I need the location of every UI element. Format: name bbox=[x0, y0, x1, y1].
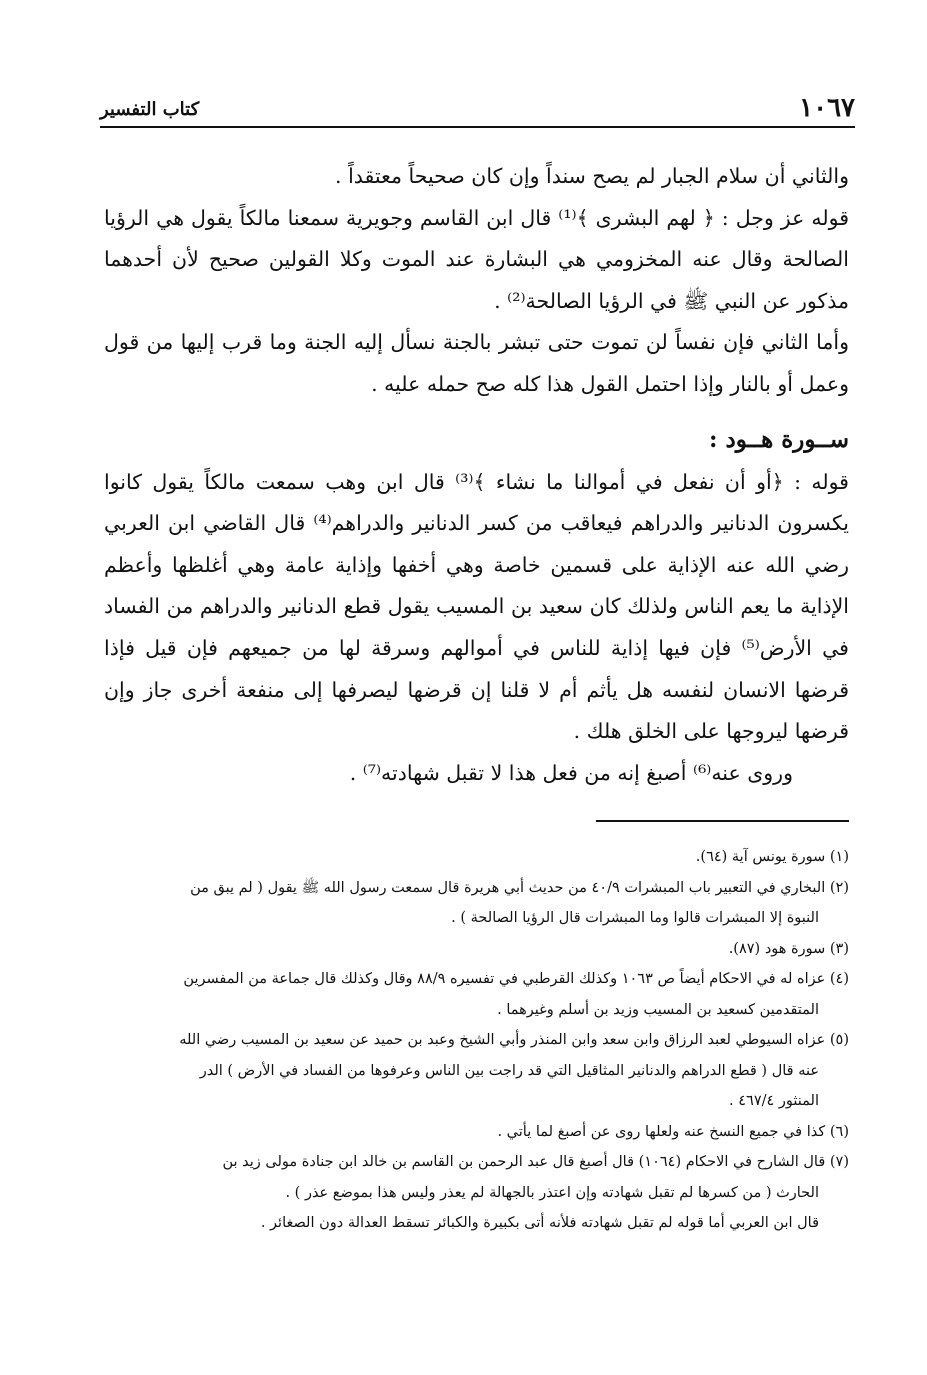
running-title: كتاب التفسير bbox=[100, 99, 200, 120]
footnote-7-continued: الحارث ( من كسرها لم تقبل شهادته وإن اعتذر بالجهالة لم يعذر وليس هذا بموضع عذر ) . bbox=[285, 1184, 819, 1201]
footnote-7: (٧) قال الشارح في الاحكام (١٠٦٤) قال أصبغ قال عبد الرحمن بن القاسم بن خالد ابن جنادة مولى زيد بن bbox=[222, 1154, 849, 1170]
page-header bbox=[100, 92, 855, 128]
footnote-6: (٦) كذا في جميع النسخ عنه ولعلها روى عن أصبغ لما يأتي . bbox=[497, 1123, 849, 1140]
footnote-1: (١) سورة يونس آية (٦٤). bbox=[695, 849, 849, 865]
paragraph-2: قوله عز وجل : ﴿ لهم البشرى ﴾⁽¹⁾ قال ابن القاسم وجويرية سمعنا مالكاً يقول هي الرؤيا الصالحة وقال عنه المخزومي هي البشارة عند الموت وكلا القولين صحيح لأن أحدهما مذكور عن النبي ﷺ في الرؤيا الصالحة⁽²⁾ . bbox=[104, 205, 849, 313]
paragraph-3: وأما الثاني فإن نفساً لن تموت حتى تبشر بالجنة نسأل إليه الجنة وما قرب إليها من قول وعمل أو بالنار وإذا احتمل القول هذا كله صح حمله عليه . bbox=[104, 330, 849, 396]
main-text bbox=[104, 156, 849, 794]
footnote-4: (٤) عزاه له في الاحكام أيضاً ص ١٠٦٣ وكذلك القرطبي في تفسيره ٨٨/٩ وقال وكذلك قال جماعة من المفسرين bbox=[183, 971, 849, 987]
footnotes bbox=[104, 842, 849, 1239]
footnote-7-continued-2: قال ابن العربي أما قوله لم تقبل شهادته فلأنه أتى بكبيرة والكبائر تسقط العدالة دون الصغائر . bbox=[260, 1215, 819, 1231]
page-number: ١٠٦٧ bbox=[799, 93, 855, 123]
footnote-2: (٢) البخاري في التعبير باب المبشرات ٤٠/٩ من حديث أبي هريرة قال سمعت رسول الله ﷺ يقول ( لم يبق من bbox=[190, 879, 849, 896]
section-heading-surat-hud: ســورة هــود : bbox=[708, 425, 849, 453]
footnote-separator bbox=[596, 820, 849, 822]
footnote-2-continued: النبوة إلا المبشرات قالوا وما المبشرات قال الرؤيا الصالحة ) . bbox=[451, 910, 819, 926]
footnote-5: (٥) عزاه السيوطي لعبد الرزاق وابن سعد وابن المنذر وأبي الشيخ وعبد بن حميد عن سعيد بن المسيب رضي الله bbox=[179, 1032, 849, 1048]
paragraph-4: قوله : ﴿أو أن نفعل في أموالنا ما نشاء ﴾⁽³⁾ قال ابن وهب سمعت مالكاً يقول كانوا يكسرون الدنانير والدراهم فيعاقب من كسر الدنانير والدراهم⁽⁴⁾ قال القاضي ابن العربي رضي الله عنه الإذاية على قسمين خاصة وهي أخفها وإذاية عامة وهي أغلظها وأعظم الإذاية ما يعم الناس ولذلك كان سعيد بن المسيب يقول قطع الدنانير والدراهم من الفساد في الأرض⁽⁵⁾ فإن فيها إذاية للناس في أموالهم وسرقة لها من جميعهم فإن قيل فإذا قرضها الانسان لنفسه هل يأثم أم لا قلنا إن قرضها ليصرفها إلى منفعة أخرى جاز وإن قرضها ليروجها على الخلق هلك . bbox=[104, 469, 849, 744]
footnote-4-continued: المتقدمين كسعيد بن المسيب وزيد بن أسلم وغيرهما . bbox=[497, 1001, 819, 1018]
footnote-3: (٣) سورة هود (٨٧). bbox=[728, 940, 849, 957]
footnote-5-continued: عنه قال ( قطع الدراهم والدنانير المثاقيل التي قد راجت بين الناس وعرفوها من الفساد في الأرض ) الدر bbox=[199, 1062, 819, 1079]
paragraph-1: والثاني أن سلام الجبار لم يصح سنداً وإن كان صحيحاً معتقداً . bbox=[335, 164, 849, 188]
paragraph-5: وروى عنه⁽⁶⁾ أصبغ إنه من فعل هذا لا تقبل شهادته⁽⁷⁾ . bbox=[349, 760, 793, 785]
footnote-5-continued-2: المنثور ٤٦٧/٤ . bbox=[729, 1093, 819, 1109]
